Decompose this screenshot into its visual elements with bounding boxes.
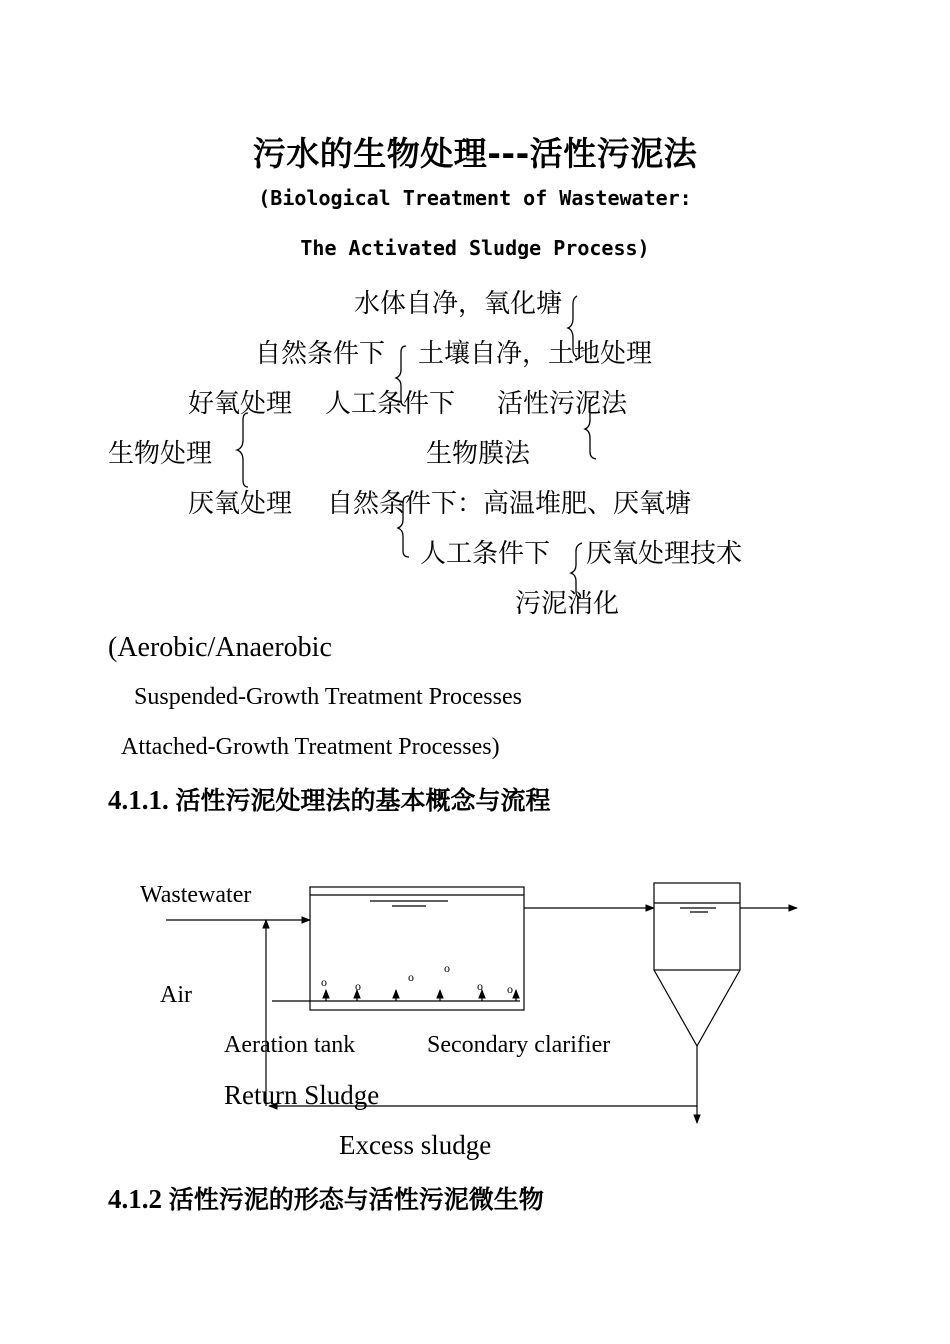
tree-aerobic-natural-item2: 土壤自净，土地处理 bbox=[418, 339, 653, 369]
label-excess-sludge: Excess sludge bbox=[339, 1130, 492, 1160]
label-wastewater: Wastewater bbox=[140, 882, 252, 908]
tree-aerobic-artificial: 人工条件下 bbox=[325, 389, 456, 419]
section-number: 4.1.2 bbox=[108, 1184, 162, 1214]
note-line-3: Attached-Growth Treatment Processes) bbox=[121, 734, 500, 760]
note-line-2: Suspended-Growth Treatment Processes bbox=[134, 684, 522, 710]
air-bubble: o bbox=[321, 975, 327, 989]
tree-aerobic-artificial-item1: 活性污泥法 bbox=[497, 389, 628, 419]
note-line-1: (Aerobic/Anaerobic bbox=[108, 632, 332, 663]
tree-anaerobic-artificial-item2: 污泥消化 bbox=[515, 589, 620, 619]
label-secondary-clarifier: Secondary clarifier bbox=[427, 1032, 611, 1058]
tree-aerobic-natural-item1: 水体自净，氧化塘 bbox=[354, 289, 563, 319]
air-bubble: o bbox=[477, 979, 483, 993]
tree-root: 生物处理 bbox=[108, 439, 213, 469]
section-title: 活性污泥处理法的基本概念与流程 bbox=[175, 786, 551, 815]
air-bubble: o bbox=[355, 979, 361, 993]
tree-anaerobic-artificial: 人工条件下 bbox=[420, 539, 551, 569]
label-air: Air bbox=[160, 982, 192, 1008]
subtitle-line-1: (Biological Treatment of Wastewater: bbox=[258, 186, 692, 210]
tree-anaerobic: 厌氧处理 bbox=[188, 489, 293, 519]
section-title: 活性污泥的形态与活性污泥微生物 bbox=[168, 1185, 544, 1214]
tree-aerobic-natural: 自然条件下 bbox=[255, 339, 386, 369]
secondary-clarifier-top bbox=[654, 883, 740, 970]
page-title: 污水的生物处理---活性污泥法 bbox=[252, 134, 698, 173]
label-return-sludge: Return Sludge bbox=[224, 1080, 380, 1110]
tree-aerobic-artificial-item2: 生物膜法 bbox=[426, 439, 531, 469]
secondary-clarifier-cone bbox=[654, 970, 740, 1046]
air-bubble: o bbox=[444, 961, 450, 975]
section-number: 4.1.1. bbox=[108, 785, 169, 815]
tree-aerobic: 好氧处理 bbox=[188, 389, 293, 419]
label-aeration-tank: Aeration tank bbox=[224, 1032, 356, 1058]
tree-anaerobic-natural: 自然条件下：高温堆肥、厌氧塘 bbox=[327, 489, 692, 519]
section-heading-4-1-2 bbox=[108, 1180, 544, 1216]
air-bubble: o bbox=[408, 970, 414, 984]
air-bubble: o bbox=[507, 982, 513, 996]
subtitle-line-2: The Activated Sludge Process) bbox=[300, 236, 650, 260]
tree-anaerobic-artificial-item1: 厌氧处理技术 bbox=[586, 539, 743, 569]
